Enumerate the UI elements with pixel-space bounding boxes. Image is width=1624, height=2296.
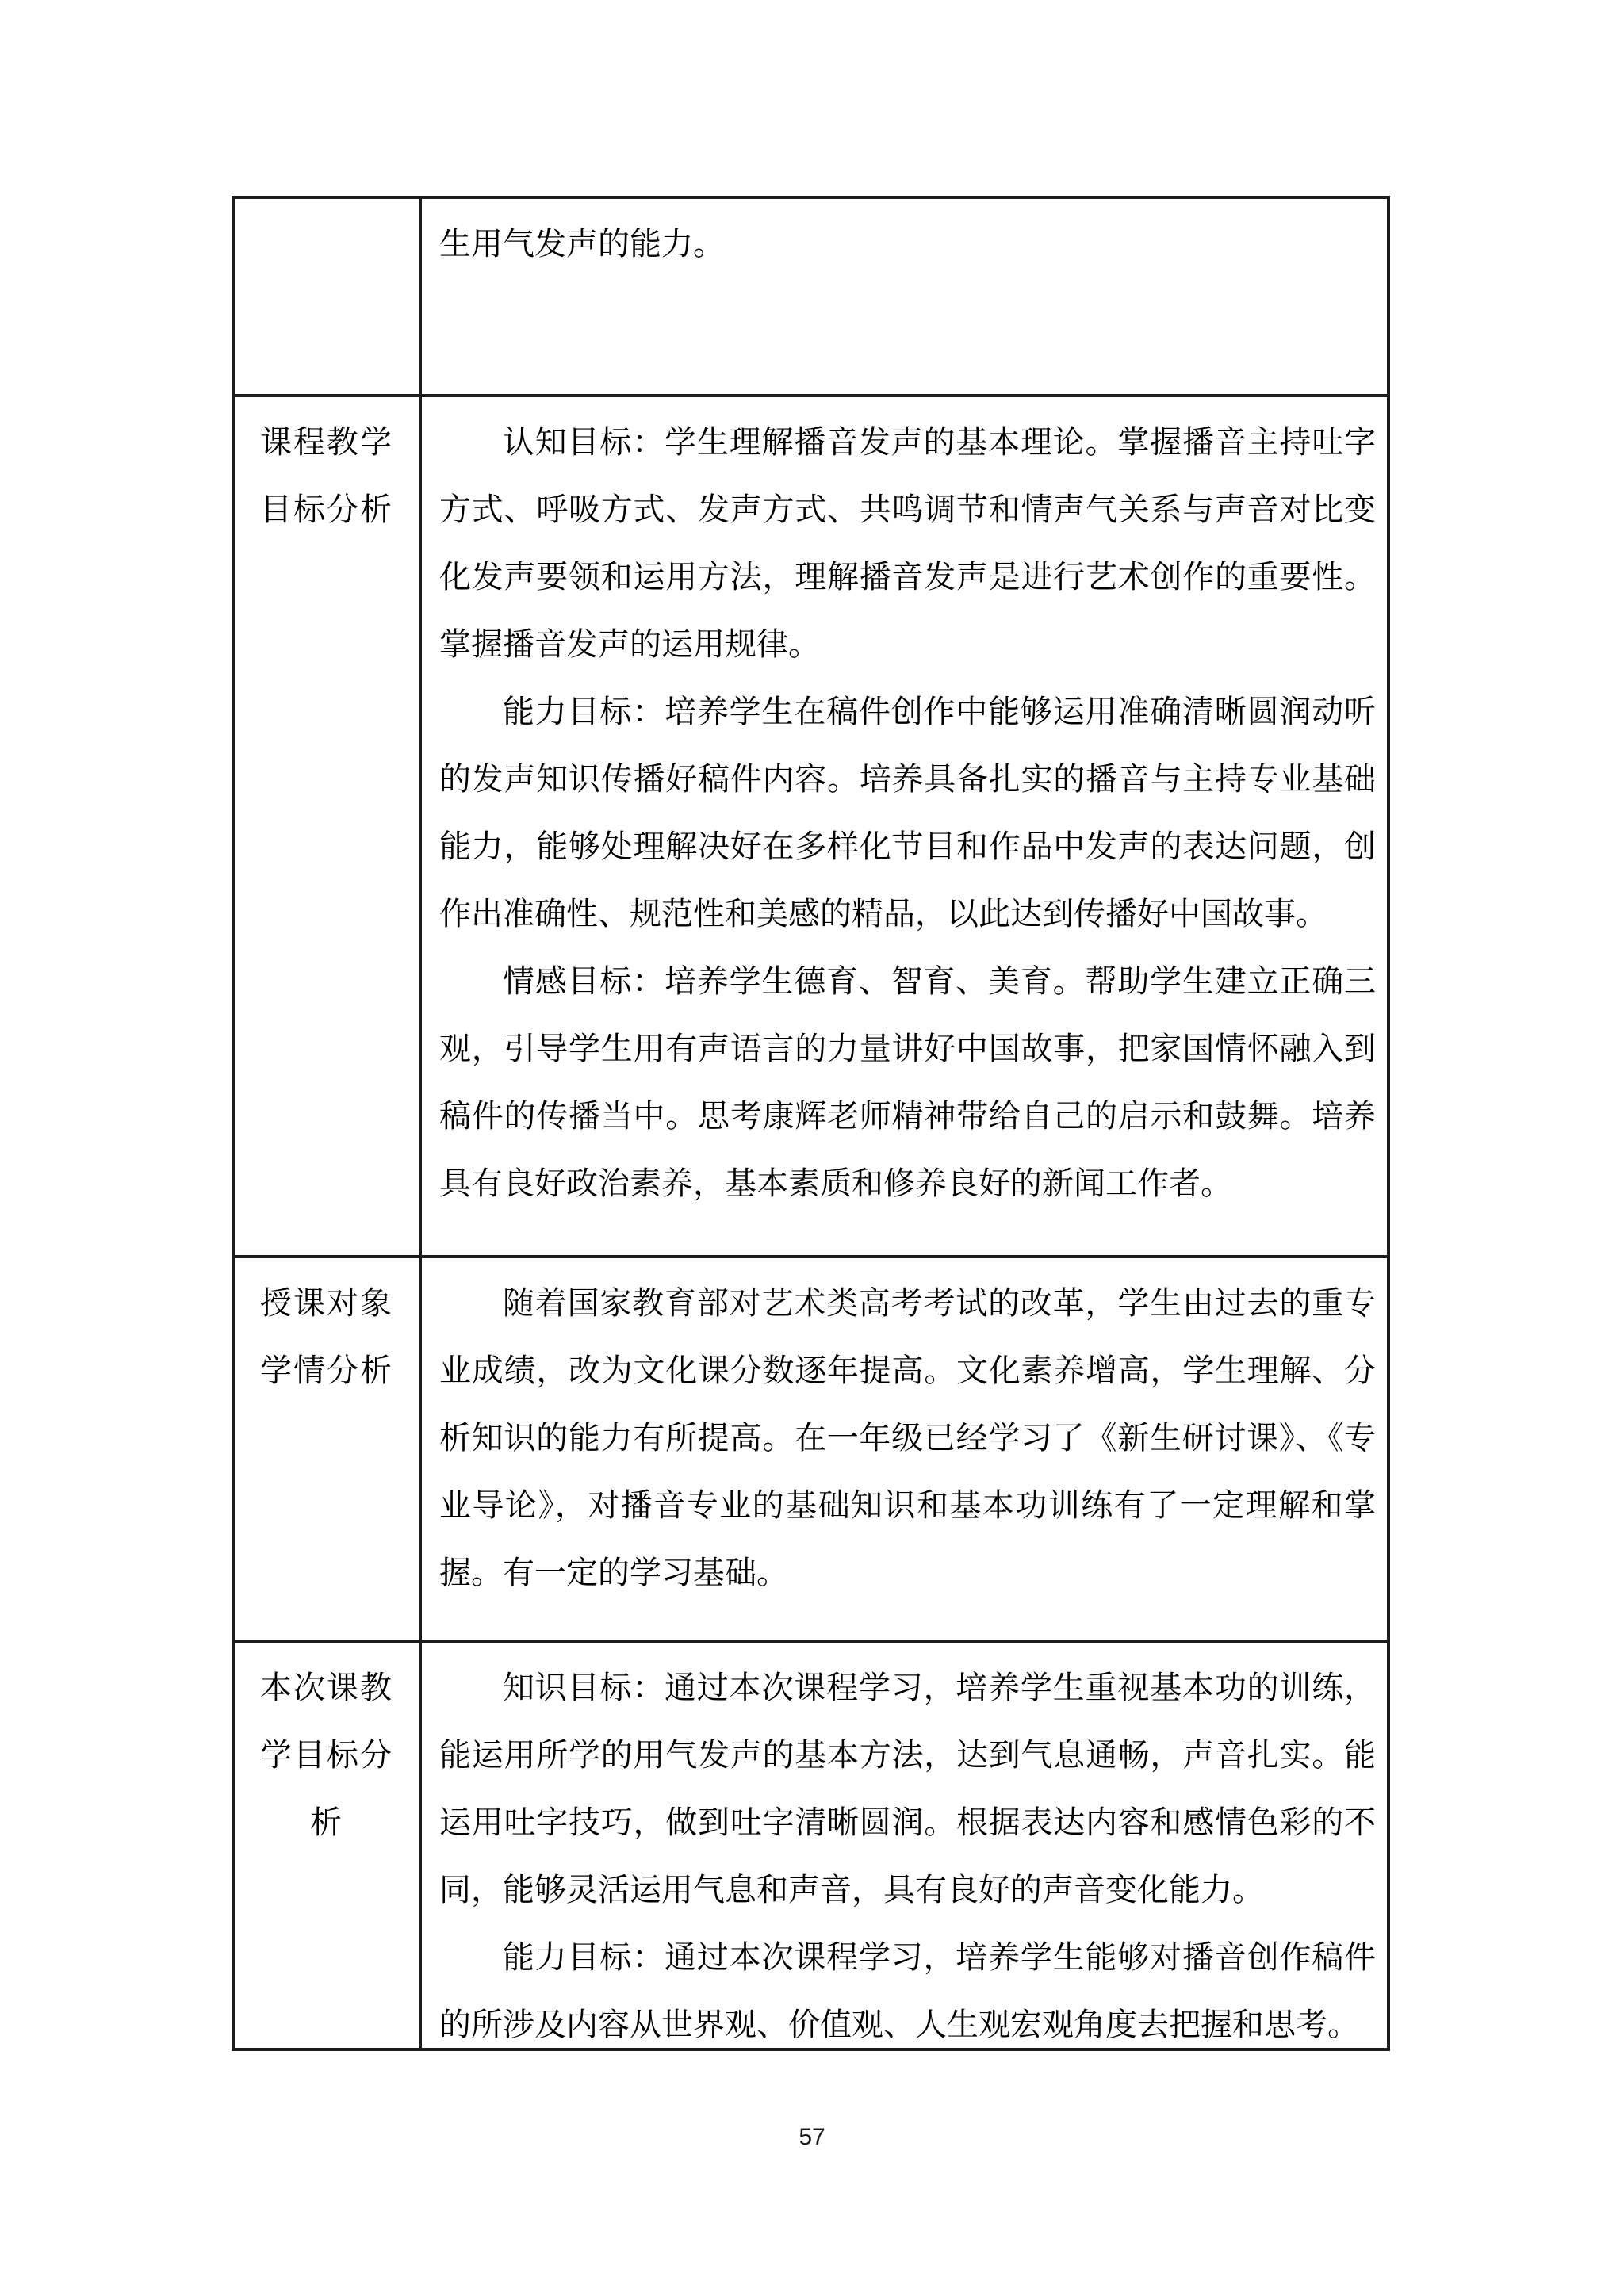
row-label-line: 目标分析 (260, 492, 393, 527)
paragraph: 能力目标：通过本次课程学习，培养学生能够对播音创作稿件的所涉及内容从世界观、价值观、人生观宏观角度去把握和思考。 (439, 1939, 1376, 2042)
row-label-cell (235, 1643, 422, 2048)
row-label-line: 授课对象 (260, 1285, 393, 1321)
table-row (235, 394, 1387, 1255)
row-label-cell (235, 1258, 422, 1640)
paragraph: 随着国家教育部对艺术类高考考试的改革，学生由过去的重专业成绩，改为文化课分数逐年提高。文化素养增高，学生理解、分析知识的能力有所提高。在一年级已经学习了《新生研讨课》、《专业导论》，对播音专业的基础知识和基本功训练有了一定理解和掌握。有一定的学习基础。 (439, 1285, 1376, 1590)
row-body-cell (422, 397, 1387, 1255)
table-row (235, 1255, 1387, 1640)
paragraph: 能力目标：培养学生在稿件创作中能够运用准确清晰圆润动听的发声知识传播好稿件内容。培养具备扎实的播音与主持专业基础能力，能够处理解决好在多样化节目和作品中发声的表达问题，创作出准确性、规范性和美感的精品，以此达到传播好中国故事。 (439, 694, 1376, 932)
row-label-line: 课程教学 (260, 424, 393, 460)
row-body-cell (422, 1258, 1387, 1640)
table-row (235, 1640, 1387, 2048)
row-label-line: 本次课教 (260, 1670, 393, 1705)
lesson-plan-table (232, 196, 1390, 2051)
row-label-line: 析 (310, 1804, 343, 1840)
row-label-line: 学目标分 (260, 1737, 393, 1773)
row-label-cell (235, 199, 422, 394)
paragraph: 知识目标：通过本次课程学习，培养学生重视基本功的训练，能运用所学的用气发声的基本方法，达到气息通畅，声音扎实。能运用吐字技巧，做到吐字清晰圆润。根据表达内容和感情色彩的不同，能够灵活运用气息和声音，具有良好的声音变化能力。 (439, 1670, 1376, 1908)
paragraph: 生用气发声的能力。 (439, 226, 725, 262)
row-body-cell (422, 199, 1387, 394)
paragraph: 认知目标：学生理解播音发声的基本理论。掌握播音主持吐字方式、呼吸方式、发声方式、共鸣调节和情声气关系与声音对比变化发声要领和运用方法，理解播音发声是进行艺术创作的重要性。掌握播音发声的运用规律。 (439, 424, 1376, 662)
paragraph: 情感目标：培养学生德育、智育、美育。帮助学生建立正确三观，引导学生用有声语言的力量讲好中国故事，把家国情怀融入到稿件的传播当中。思考康辉老师精神带给自己的启示和鼓舞。培养具有良好政治素养，基本素质和修养良好的新闻工作者。 (439, 963, 1376, 1201)
table-row (235, 199, 1387, 394)
row-label-cell (235, 397, 422, 1255)
row-body-cell (422, 1643, 1387, 2048)
row-label-line: 学情分析 (260, 1353, 393, 1388)
page-number: 57 (799, 2124, 825, 2150)
